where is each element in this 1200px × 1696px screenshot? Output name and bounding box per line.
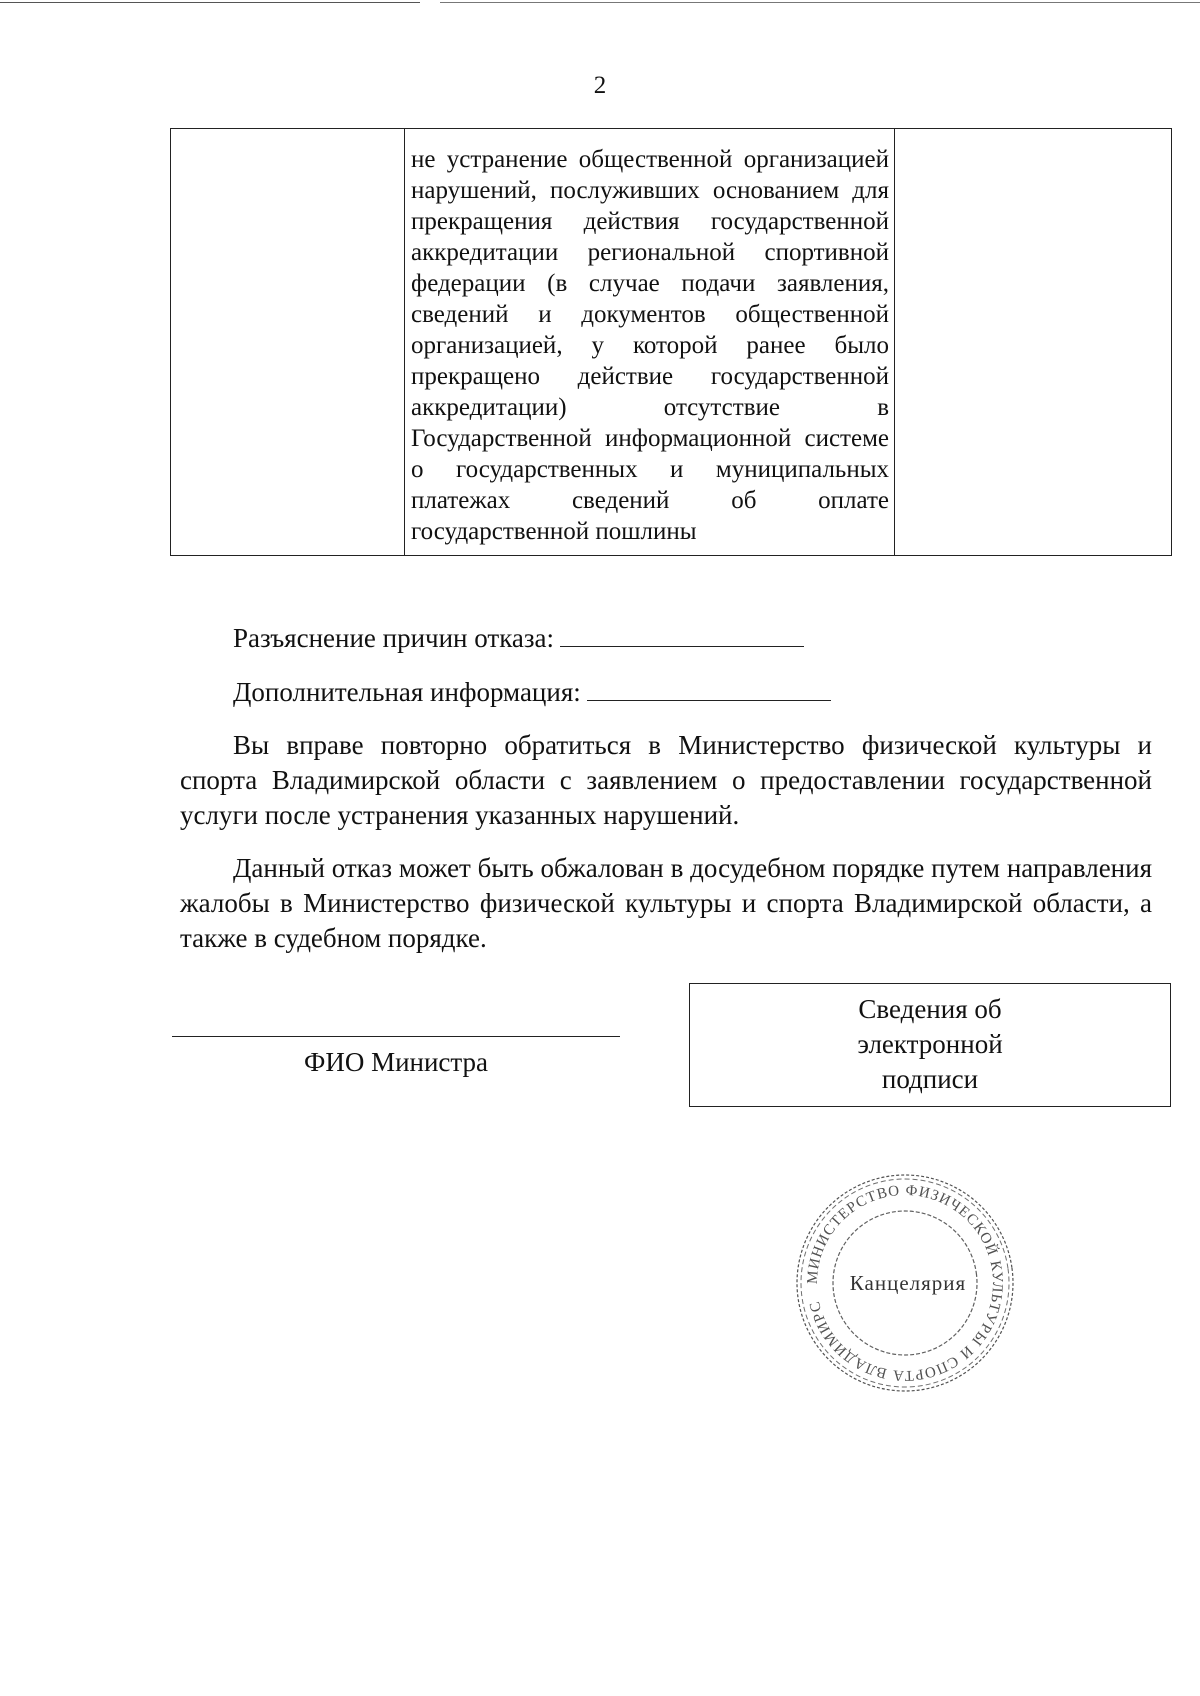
- esign-line: подписи: [881, 1064, 979, 1094]
- office-stamp: [790, 1168, 1020, 1398]
- reason-text: не устранение общественной организацией нарушений, послуживших основанием для прекращения действия государственной аккредитации региональной спортивной федерации (в случае подачи заявления, сведений и документов общественной организацией, у которой ранее было прекращено действие государственной аккредитации) отсутствие в Государственной информационной системе о государственных и муниципальных платежах сведений об оплате государственной пошлины: [411, 146, 889, 545]
- additional-info-label: Дополнительная информация:: [233, 677, 581, 707]
- table-cell-reason: [405, 129, 895, 556]
- minister-name-label: ФИО Министра: [303, 1047, 489, 1077]
- stamp-center-text: Канцелярия: [849, 1271, 967, 1295]
- scan-edge-line: [0, 2, 420, 3]
- refusal-reason-blank[interactable]: [560, 622, 804, 647]
- electronic-signature-box: [689, 983, 1171, 1107]
- table-cell-number: [171, 129, 405, 556]
- stamp-ring-text: МИНИСТЕРСТВО ФИЗИЧЕСКОЙ КУЛЬТУРЫ И СПОРТА ВЛАДИМИРСКОЙ: [804, 1182, 1006, 1384]
- reapply-paragraph: Вы вправе повторно обратиться в Министерство физической культуры и спорта Владимирской области с заявлением о предоставлении государственной услуги после устранения указанных нарушений.: [180, 730, 1152, 830]
- appeal-paragraph: Данный отказ может быть обжалован в досудебном порядке путем направления жалобы в Министерство физической культуры и спорта Владимирской области, а также в судебном порядке.: [180, 853, 1152, 953]
- additional-info-field: [233, 676, 831, 708]
- table-cell-explanation: [895, 129, 1172, 556]
- esign-line: электронной: [857, 1029, 1003, 1059]
- table-row: [171, 129, 1172, 556]
- scan-edge-line: [440, 2, 1200, 3]
- signature-line: [172, 1036, 620, 1037]
- additional-info-blank[interactable]: [587, 676, 831, 701]
- refusal-reasons-table: [170, 128, 1172, 556]
- page-number: 2: [593, 72, 607, 99]
- refusal-reason-field: [233, 622, 804, 654]
- refusal-reason-label: Разъяснение причин отказа:: [233, 623, 555, 653]
- esign-line: Сведения об: [858, 994, 1002, 1024]
